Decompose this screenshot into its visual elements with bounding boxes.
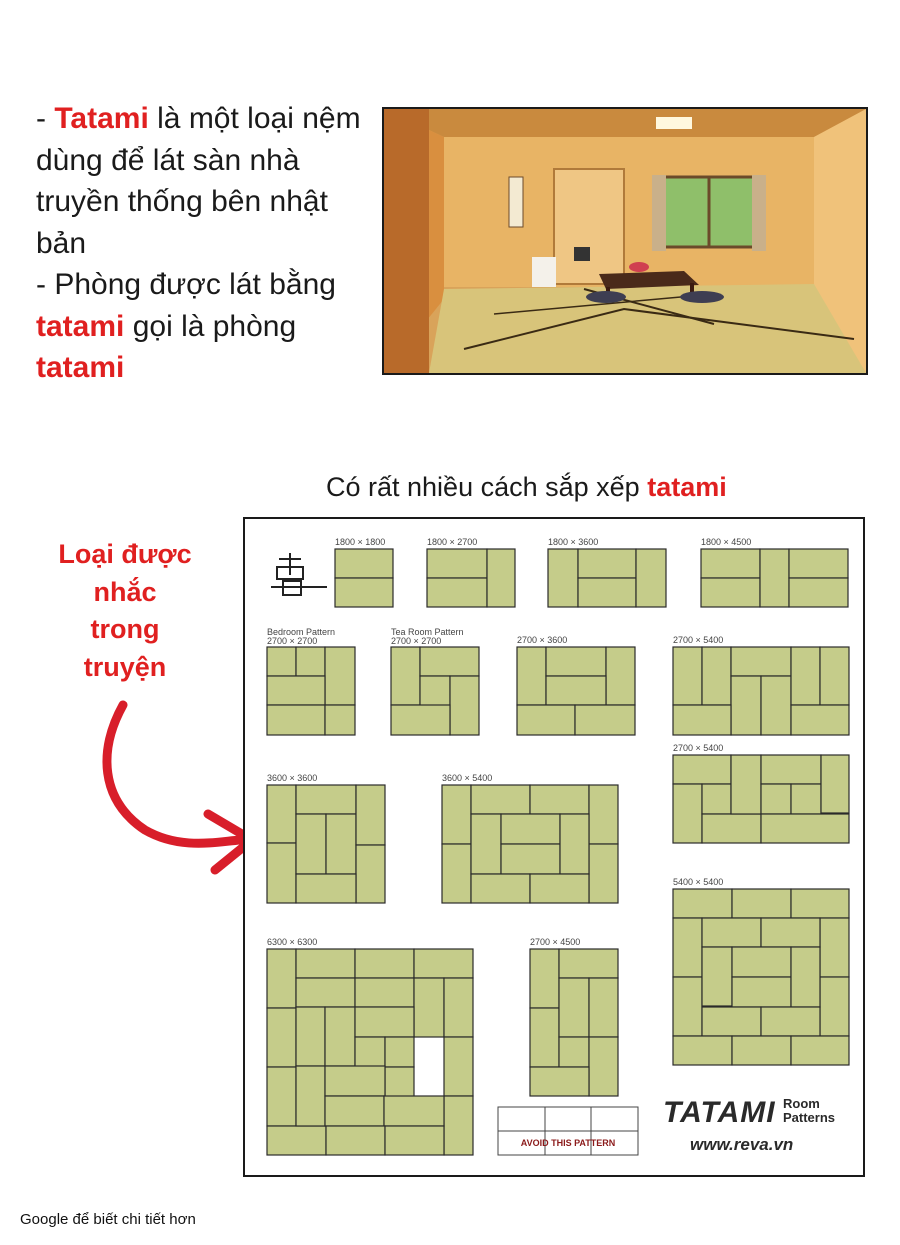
- tatami-mat: [420, 647, 479, 676]
- pattern-label: 3600 × 3600: [267, 773, 318, 783]
- brand-title: TATAMI: [663, 1096, 776, 1129]
- tatami-mat: [820, 977, 849, 1036]
- intro-room-mid: gọi là phòng: [124, 309, 297, 343]
- tatami-patterns-board: [243, 517, 865, 1177]
- intro-room-prefix: - Phòng được lát bằng: [36, 268, 336, 301]
- tatami-mat: [442, 785, 471, 844]
- pattern-p2700x4500: [530, 937, 618, 1096]
- tatami-mat: [791, 947, 820, 1007]
- tatami-mat: [296, 874, 356, 903]
- pattern-label: 6300 × 6300: [267, 937, 318, 947]
- tatami-mat: [296, 978, 355, 1007]
- tatami-mat: [296, 1066, 325, 1126]
- avoid-pattern: [498, 1107, 638, 1155]
- patterns-heading: [326, 472, 727, 503]
- pattern-label: Bedroom Pattern: [267, 627, 336, 637]
- tatami-mat: [761, 814, 849, 843]
- tatami-mat: [325, 705, 355, 735]
- heading-term-tatami: tatami: [647, 472, 727, 502]
- tatami-mat: [702, 918, 761, 947]
- tatami-mat: [673, 977, 702, 1036]
- tatami-mat: [325, 1007, 355, 1066]
- tatami-mat: [761, 1007, 820, 1036]
- pattern-sublabel: 2700 × 2700: [267, 636, 318, 646]
- tatami-mat: [791, 647, 820, 705]
- tatami-mat: [267, 1126, 326, 1155]
- tatami-mat: [546, 676, 606, 705]
- tatami-mat: [791, 1036, 849, 1065]
- tatami-mat: [589, 785, 618, 844]
- intro-dash-1: -: [36, 102, 55, 135]
- tatami-mat: [731, 647, 791, 676]
- tatami-mat: [517, 705, 575, 735]
- tatami-mat: [384, 1096, 444, 1126]
- pattern-label: 2700 × 4500: [530, 937, 581, 947]
- pattern-p3600x3600: [267, 773, 385, 903]
- tatami-mat: [296, 785, 356, 814]
- tatami-mat: [673, 1036, 732, 1065]
- pattern-tearoom: [391, 627, 479, 735]
- pattern-bedroom: [267, 627, 355, 735]
- tatami-mat: [267, 843, 296, 903]
- tatami-mat: [559, 1037, 589, 1067]
- tatami-mat: [530, 874, 589, 903]
- tatami-mat: [761, 784, 791, 814]
- tatami-mat: [530, 1067, 589, 1096]
- tatami-mat: [267, 705, 325, 735]
- tatami-mat: [501, 814, 560, 844]
- note-line-2: nhắc: [93, 576, 157, 607]
- tatami-mat: [789, 549, 848, 578]
- tatami-mat: [442, 844, 471, 903]
- pattern-p1800x3600: [548, 537, 666, 607]
- tatami-mat: [575, 705, 635, 735]
- tatami-mat: [589, 978, 618, 1037]
- tatami-mat: [702, 814, 761, 843]
- tatami-kanji-icon: [271, 553, 327, 595]
- tatami-mat: [701, 549, 760, 578]
- pattern-label: 1800 × 1800: [335, 537, 386, 547]
- pattern-p6300x6300: [267, 937, 473, 1155]
- tatami-mat: [702, 947, 732, 1006]
- tatami-mat: [530, 949, 559, 1008]
- tatami-mat: [267, 1067, 296, 1126]
- intro-term-tatami-3: tatami: [36, 351, 125, 384]
- tatami-mat: [267, 785, 296, 843]
- tatami-mat: [761, 755, 821, 784]
- pattern-label: 2700 × 5400: [673, 635, 724, 645]
- tatami-mat: [589, 1037, 618, 1096]
- tatami-mat: [761, 918, 820, 947]
- tatami-mat: [821, 755, 849, 813]
- intro-text: [36, 98, 376, 389]
- tatami-mat: [732, 889, 791, 918]
- tatami-mat: [820, 647, 849, 705]
- intro-definition: là một loại nệm dùng để lát sàn nhà truyền thống bên nhật bản: [36, 102, 361, 260]
- tatami-mat: [325, 1096, 384, 1126]
- pattern-label: 5400 × 5400: [673, 877, 724, 887]
- tatami-mat: [325, 1066, 385, 1096]
- tatami-mat: [335, 549, 393, 578]
- tatami-mat: [444, 1037, 473, 1096]
- tatami-mat: [560, 814, 589, 874]
- tatami-mat: [791, 784, 821, 814]
- tatami-mat: [444, 978, 473, 1037]
- tatami-mat: [559, 949, 618, 978]
- tatami-mat: [355, 949, 414, 978]
- tatami-mat: [791, 889, 849, 918]
- pattern-label: 1800 × 4500: [701, 537, 752, 547]
- tatami-mat: [761, 676, 791, 735]
- tatami-mat: [732, 1036, 791, 1065]
- tatami-mat: [589, 844, 618, 903]
- tatami-mat: [732, 947, 791, 977]
- tatami-mat: [420, 676, 450, 706]
- tatami-mat: [296, 949, 355, 978]
- tatami-mat: [501, 844, 560, 874]
- tatami-mat: [391, 647, 420, 705]
- tatami-mat: [267, 1008, 296, 1067]
- tatami-mat: [530, 785, 589, 814]
- tatami-mat: [471, 785, 530, 814]
- tatami-mat: [578, 549, 636, 578]
- pattern-label: Tea Room Pattern: [391, 627, 464, 637]
- tatami-mat: [673, 889, 732, 918]
- pattern-sublabel: 2700 × 2700: [391, 636, 442, 646]
- tatami-mat: [548, 549, 578, 607]
- tatami-mat: [471, 874, 530, 903]
- tatami-mat: [444, 1096, 473, 1155]
- intro-term-tatami-2: tatami: [36, 309, 125, 343]
- tatami-mat: [414, 949, 473, 978]
- tatami-mat: [702, 1007, 761, 1036]
- tatami-mat: [732, 977, 791, 1007]
- pattern-p3600x5400: [442, 773, 618, 903]
- tatami-mat: [487, 549, 515, 607]
- tatami-mat: [267, 676, 325, 705]
- tatami-mat: [427, 578, 487, 607]
- tatami-mat: [546, 647, 606, 676]
- brand-sub-patterns: Patterns: [783, 1110, 836, 1125]
- tatami-mat: [701, 578, 760, 607]
- pattern-label: 2700 × 5400: [673, 743, 724, 753]
- tatami-mat: [673, 705, 731, 735]
- tatami-mat: [702, 784, 731, 814]
- pattern-label: 3600 × 5400: [442, 773, 493, 783]
- tatami-mat: [326, 814, 356, 874]
- tatami-mat: [673, 755, 731, 784]
- tatami-mat: [296, 1007, 325, 1066]
- tatami-mat: [636, 549, 666, 607]
- tatami-mat: [731, 676, 761, 735]
- pattern-label: 1800 × 2700: [427, 537, 478, 547]
- tatami-mat: [791, 705, 849, 735]
- tatami-mat: [326, 1126, 385, 1155]
- brand-sub-room: Room: [783, 1096, 820, 1111]
- tatami-mat: [606, 647, 635, 705]
- intro-term-tatami: Tatami: [54, 102, 149, 135]
- pattern-p1800x2700: [427, 537, 515, 607]
- brand-url: www.reva.vn: [690, 1135, 794, 1154]
- tatami-mat: [296, 814, 326, 874]
- pattern-p5400x5400: [673, 877, 849, 1065]
- note-line-3: trong: [90, 614, 160, 644]
- tatami-mat: [267, 949, 296, 1008]
- pattern-p1800x1800: [335, 537, 393, 607]
- pattern-p2700x3600: [517, 635, 635, 735]
- tatami-mat: [559, 978, 589, 1037]
- tatami-mat: [578, 578, 636, 607]
- tatami-mat: [673, 647, 702, 705]
- tatami-mat: [789, 578, 848, 607]
- tatami-mat: [471, 814, 501, 874]
- footer-note: Google để biết chi tiết hơn: [20, 1211, 196, 1228]
- mentioned-type-note: [40, 536, 210, 686]
- note-line-4: truyện: [83, 651, 167, 682]
- tatami-mat: [702, 647, 731, 705]
- pointer-arrow-icon: [90, 690, 265, 885]
- tatami-mat: [355, 1007, 414, 1037]
- tatami-mat: [385, 1037, 414, 1067]
- heading-text: Có rất nhiều cách sắp xếp: [326, 472, 648, 502]
- tatami-mat: [296, 647, 325, 676]
- tatami-mat: [427, 549, 487, 578]
- tatami-mat: [731, 755, 761, 814]
- tatami-mat: [414, 978, 444, 1037]
- tatami-mat: [355, 978, 414, 1007]
- avoid-label: AVOID THIS PATTERN: [520, 1138, 616, 1148]
- tatami-room-photo: [382, 107, 868, 375]
- tatami-mat: [450, 676, 479, 735]
- pattern-label: 2700 × 3600: [517, 635, 568, 645]
- tatami-mat: [530, 1008, 559, 1067]
- tatami-mat: [356, 785, 385, 845]
- pattern-p2700x5400b: [673, 743, 849, 843]
- tatami-mat: [267, 647, 296, 676]
- tatami-mat: [385, 1126, 444, 1155]
- tatami-mat: [673, 918, 702, 977]
- tatami-mat: [517, 647, 546, 705]
- note-line-1: Loại được: [58, 539, 192, 569]
- tatami-mat: [325, 647, 355, 705]
- tatami-mat: [335, 578, 393, 607]
- tatami-mat: [356, 845, 385, 903]
- tatami-mat: [820, 918, 849, 977]
- pattern-p1800x4500: [701, 537, 848, 607]
- tatami-mat: [673, 784, 702, 843]
- tatami-mat: [760, 549, 789, 607]
- tatami-mat: [391, 705, 450, 735]
- pattern-p2700x5400a: [673, 635, 849, 735]
- pattern-label: 1800 × 3600: [548, 537, 599, 547]
